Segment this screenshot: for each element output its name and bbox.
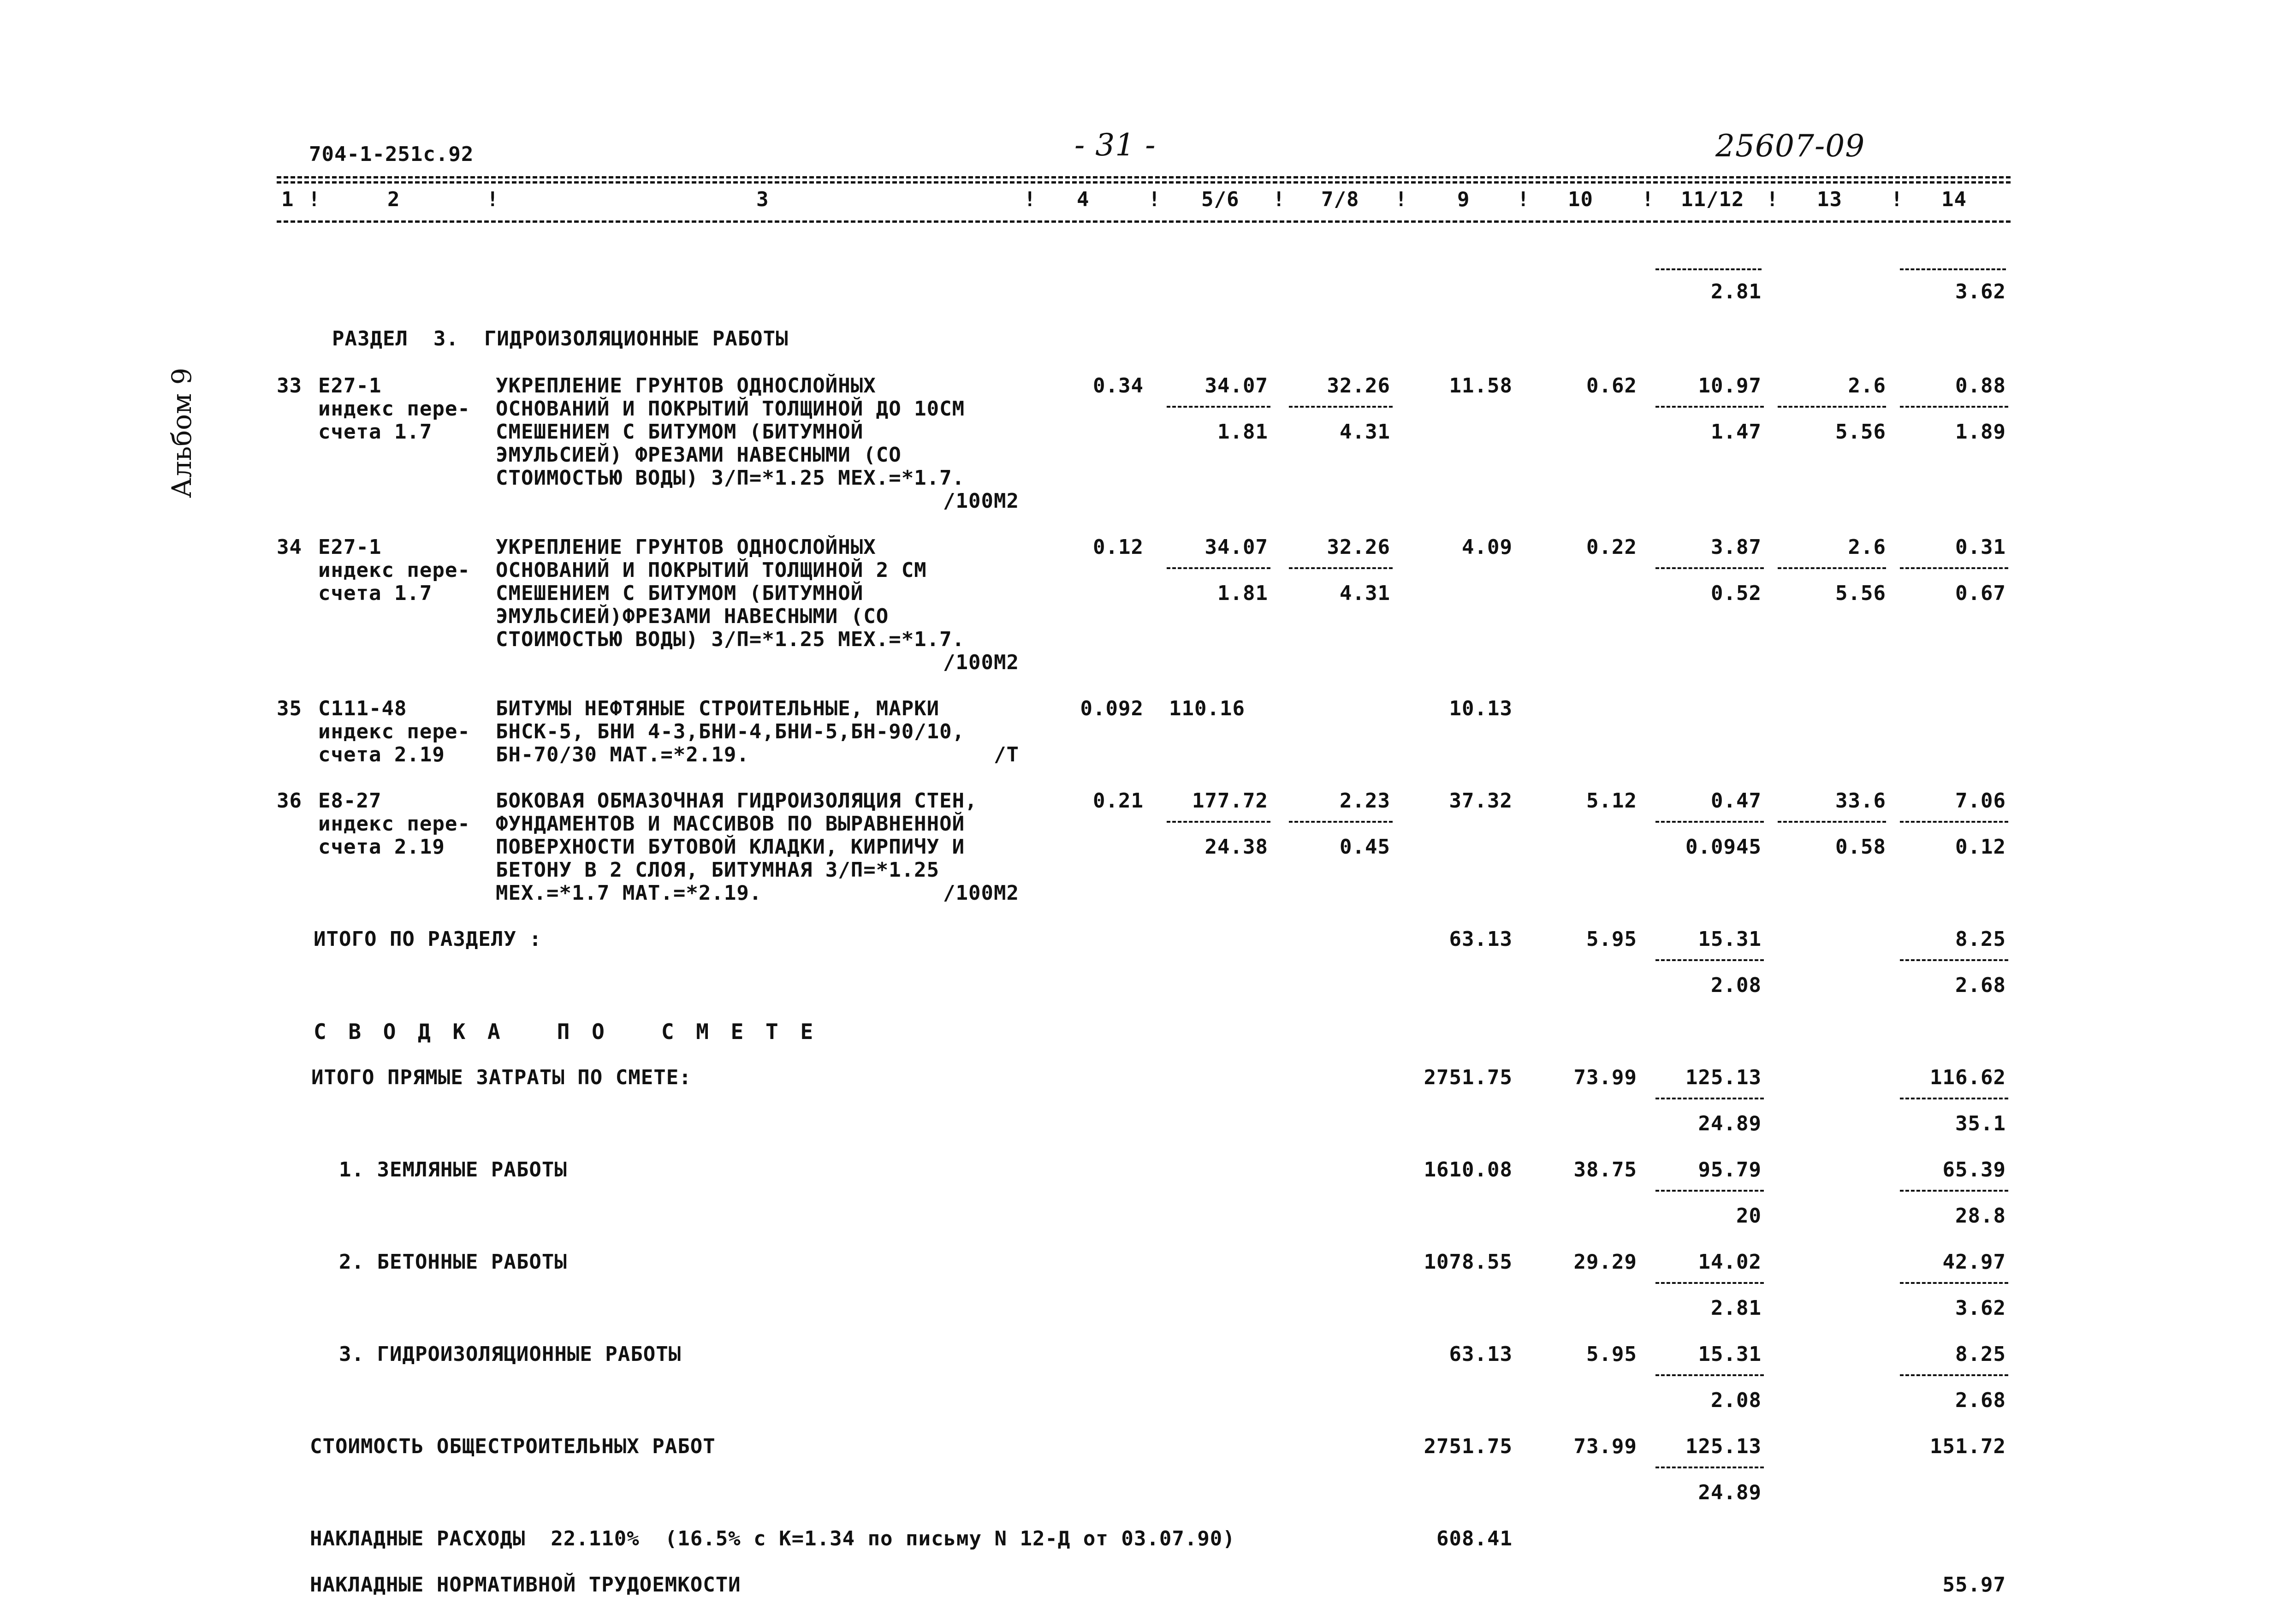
cell-underline xyxy=(1289,567,1393,569)
cell-10: 38.75 xyxy=(1573,1158,1637,1182)
row-desc-line: БНСК-5, БНИ 4-3,БНИ-4,БНИ-5,БН-90/10, xyxy=(496,720,965,743)
cell-9: 1078.55 xyxy=(1424,1250,1513,1274)
page-number: - 31 - xyxy=(1074,127,1156,163)
cell-7: 32.26 xyxy=(1327,535,1390,559)
cell-14: 116.62 xyxy=(1930,1066,2006,1089)
summary-label: 1. ЗЕМЛЯНЫЕ РАБОТЫ xyxy=(339,1158,567,1182)
cell-underline xyxy=(1778,406,1886,408)
summary-label: ИТОГО ПРЯМЫЕ ЗАТРАТЫ ПО СМЕТЕ: xyxy=(311,1066,692,1089)
cell-13b: 0.58 xyxy=(1835,835,1886,859)
cell-9: 11.58 xyxy=(1449,374,1513,398)
cell-11: 15.31 xyxy=(1698,1342,1762,1366)
cell-underline xyxy=(1900,1282,2008,1284)
row-desc-line: СМЕШЕНИЕМ С БИТУМОМ (БИТУМНОЙ xyxy=(496,420,864,444)
doc-code: 704-1-251c.92 xyxy=(309,143,474,166)
cell-14: 0.31 xyxy=(1955,535,2006,559)
cell-5: 110.16 xyxy=(1169,697,1245,720)
cell-11: 14.02 xyxy=(1698,1250,1762,1274)
col-sep: ! xyxy=(1024,188,1037,211)
cell-underline xyxy=(1900,1190,2008,1192)
cell-underline xyxy=(1900,959,2008,961)
cell-5: 34.07 xyxy=(1204,535,1268,559)
cell-10: 5.12 xyxy=(1586,789,1637,813)
cell-underline xyxy=(1289,821,1393,823)
cell-underline xyxy=(1167,821,1270,823)
cell-13b: 5.56 xyxy=(1835,582,1886,605)
col-sep: ! xyxy=(1273,188,1286,211)
cell-underline xyxy=(1778,567,1886,569)
cell-10: 0.22 xyxy=(1586,535,1637,559)
doc-number: 25607-09 xyxy=(1715,128,1865,164)
row-index-label: индекс пере- xyxy=(318,812,470,836)
cell-14b: 1.89 xyxy=(1955,420,2006,444)
carry-value-12: 2.81 xyxy=(1711,280,1762,303)
cell-11: 95.79 xyxy=(1698,1158,1762,1182)
cell-10: 73.99 xyxy=(1573,1435,1637,1458)
cell-7: 32.26 xyxy=(1327,374,1390,398)
cell-underline xyxy=(1655,821,1764,823)
row-index-value: счета 2.19 xyxy=(318,743,445,766)
row-number: 34 xyxy=(277,535,302,559)
row-unit: /100М2 xyxy=(943,651,1019,674)
cell-9: 63.13 xyxy=(1449,1342,1513,1366)
row-unit: /Т xyxy=(994,743,1019,766)
row-number: 33 xyxy=(277,374,302,398)
row-index-value: счета 2.19 xyxy=(318,835,445,859)
cell-12: 0.52 xyxy=(1711,582,1762,605)
row-desc-line: ПОВЕРХНОСТИ БУТОВОЙ КЛАДКИ, КИРПИЧУ И xyxy=(496,835,965,859)
summary-label: СТОИМОСТЬ ОБЩЕСТРОИТЕЛЬНЫХ РАБОТ xyxy=(310,1435,716,1458)
cell-8: 4.31 xyxy=(1340,420,1390,444)
cell-14b: 28.8 xyxy=(1955,1204,2006,1228)
album-label: Альбом 9 xyxy=(166,368,197,498)
cell-14b: 0.12 xyxy=(1955,835,2006,859)
col-5-6: 5/6 xyxy=(1201,188,1240,211)
cell-12: 2.08 xyxy=(1711,974,1762,997)
cell-5: 177.72 xyxy=(1192,789,1268,813)
cell-9: 2751.75 xyxy=(1424,1435,1513,1458)
cell-14b: 3.62 xyxy=(1955,1296,2006,1320)
cell-11: 15.31 xyxy=(1698,927,1762,951)
col-14: 14 xyxy=(1941,188,1967,211)
col-sep: ! xyxy=(1642,188,1655,211)
cell-14: 8.25 xyxy=(1955,927,2006,951)
row-desc-line: МЕХ.=*1.7 МАТ.=*2.19. xyxy=(496,881,762,905)
row-code: Е8-27 xyxy=(318,789,382,813)
row-desc-line: УКРЕПЛЕНИЕ ГРУНТОВ ОДНОСЛОЙНЫХ xyxy=(496,535,876,559)
col-11-12: 11/12 xyxy=(1681,188,1744,211)
row-desc-line: СТОИМОСТЬЮ ВОДЫ) З/П=*1.25 МЕХ.=*1.7. xyxy=(496,628,965,651)
col-sep: ! xyxy=(1891,188,1904,211)
row-code: С111-48 xyxy=(318,697,407,720)
row-desc-line: БОКОВАЯ ОБМАЗОЧНАЯ ГИДРОИЗОЛЯЦИЯ СТЕН, xyxy=(496,789,978,813)
cell-10: 73.99 xyxy=(1573,1066,1637,1089)
cell-13: 2.6 xyxy=(1848,374,1886,398)
col-1: 1 xyxy=(281,188,294,211)
cell-14: 0.88 xyxy=(1955,374,2006,398)
cell-underline xyxy=(1900,1098,2008,1099)
cell-12: 24.89 xyxy=(1698,1112,1762,1135)
section-title: РАЗДЕЛ 3. ГИДРОИЗОЛЯЦИОННЫЕ РАБОТЫ xyxy=(332,327,789,350)
carry-value-14: 3.62 xyxy=(1955,280,2006,303)
cell-14b: 0.67 xyxy=(1955,582,2006,605)
row-index-value: счета 1.7 xyxy=(318,420,433,444)
cell-underline xyxy=(1900,1374,2008,1376)
row-desc-line: ЭМУЛЬСИЕЙ)ФРЕЗАМИ НАВЕСНЫМИ (СО xyxy=(496,605,889,628)
col-sep: ! xyxy=(308,188,321,211)
cell-12: 1.47 xyxy=(1711,420,1762,444)
col-sep: ! xyxy=(1766,188,1779,211)
cell-9: 2751.75 xyxy=(1424,1066,1513,1089)
cell-underline xyxy=(1900,406,2008,408)
row-desc-line: УКРЕПЛЕНИЕ ГРУНТОВ ОДНОСЛОЙНЫХ xyxy=(496,374,876,398)
cell-14b: 2.68 xyxy=(1955,974,2006,997)
cell-14: 55.97 xyxy=(1942,1573,2006,1597)
cell-9: 63.13 xyxy=(1449,927,1513,951)
row-number: 35 xyxy=(277,697,302,720)
cell-13b: 5.56 xyxy=(1835,420,1886,444)
row-desc-line: ФУНДАМЕНТОВ И МАССИВОВ ПО ВЫРАВНЕННОЙ xyxy=(496,812,965,836)
cell-14: 8.25 xyxy=(1955,1342,2006,1366)
cell-11: 125.13 xyxy=(1685,1435,1762,1458)
col-7-8: 7/8 xyxy=(1321,188,1359,211)
cell-underline xyxy=(1655,1190,1764,1192)
cell-14: 151.72 xyxy=(1930,1435,2006,1458)
row-code: Е27-1 xyxy=(318,374,382,398)
cell-11: 3.87 xyxy=(1711,535,1762,559)
row-index-label: индекс пере- xyxy=(318,558,470,582)
row-index-label: индекс пере- xyxy=(318,397,470,421)
row-desc-line: СМЕШЕНИЕМ С БИТУМОМ (БИТУМНОЙ xyxy=(496,582,864,605)
cell-underline xyxy=(1655,1098,1764,1099)
cell-9: 37.32 xyxy=(1449,789,1513,813)
cell-6: 1.81 xyxy=(1217,420,1268,444)
cell-10: 29.29 xyxy=(1573,1250,1637,1274)
cell-14: 65.39 xyxy=(1942,1158,2006,1182)
cell-5: 34.07 xyxy=(1204,374,1268,398)
row-desc-line: СТОИМОСТЬЮ ВОДЫ) З/П=*1.25 МЕХ.=*1.7. xyxy=(496,466,965,490)
header-rule-mid xyxy=(277,181,2011,184)
cell-12: 24.89 xyxy=(1698,1481,1762,1504)
row-desc-line: ЭМУЛЬСИЕЙ) ФРЕЗАМИ НАВЕСНЫМИ (СО xyxy=(496,443,902,467)
cell-underline xyxy=(1655,1374,1764,1376)
cell-10: 5.95 xyxy=(1586,927,1637,951)
cell-13: 33.6 xyxy=(1835,789,1886,813)
carry-underline-14 xyxy=(1900,268,2006,270)
row-index-value: счета 1.7 xyxy=(318,582,433,605)
cell-10: 5.95 xyxy=(1586,1342,1637,1366)
col-sep: ! xyxy=(1395,188,1408,211)
cell-4: 0.21 xyxy=(1093,789,1144,813)
cell-9: 608.41 xyxy=(1436,1527,1513,1550)
row-index-label: индекс пере- xyxy=(318,720,470,743)
row-desc-line: ОСНОВАНИЙ И ПОКРЫТИЙ ТОЛЩИНОЙ ДО 10СМ xyxy=(496,397,965,421)
carry-underline-11 xyxy=(1655,268,1762,270)
cell-13: 2.6 xyxy=(1848,535,1886,559)
cell-12: 2.08 xyxy=(1711,1389,1762,1412)
cell-underline xyxy=(1167,567,1270,569)
cell-14: 7.06 xyxy=(1955,789,2006,813)
cell-12: 2.81 xyxy=(1711,1296,1762,1320)
col-10: 10 xyxy=(1568,188,1593,211)
cell-9: 1610.08 xyxy=(1424,1158,1513,1182)
cell-11: 10.97 xyxy=(1698,374,1762,398)
cell-12: 20 xyxy=(1736,1204,1762,1228)
summary-label: 2. БЕТОННЫЕ РАБОТЫ xyxy=(339,1250,567,1274)
header-rule-bottom xyxy=(277,220,2011,223)
header-rule-top xyxy=(277,176,2011,178)
col-13: 13 xyxy=(1817,188,1842,211)
cell-12: 0.0945 xyxy=(1685,835,1762,859)
cell-14b: 2.68 xyxy=(1955,1389,2006,1412)
summary-label: 3. ГИДРОИЗОЛЯЦИОННЫЕ РАБОТЫ xyxy=(339,1342,682,1366)
cell-4: 0.092 xyxy=(1080,697,1144,720)
cell-underline xyxy=(1778,821,1886,823)
col-sep: ! xyxy=(486,188,499,211)
cell-6: 1.81 xyxy=(1217,582,1268,605)
col-3: 3 xyxy=(756,188,769,211)
cell-underline xyxy=(1655,1467,1764,1468)
row-desc-line: ОСНОВАНИЙ И ПОКРЫТИЙ ТОЛЩИНОЙ 2 СМ xyxy=(496,558,927,582)
summary-title: С В О Д К А П О С М Е Т Е xyxy=(314,1019,818,1044)
col-9: 9 xyxy=(1457,188,1470,211)
row-number: 36 xyxy=(277,789,302,813)
cell-8: 4.31 xyxy=(1340,582,1390,605)
cell-7: 2.23 xyxy=(1340,789,1390,813)
cell-9: 4.09 xyxy=(1462,535,1513,559)
cell-underline xyxy=(1289,406,1393,408)
cell-11: 0.47 xyxy=(1711,789,1762,813)
section-total-label: ИТОГО ПО РАЗДЕЛУ : xyxy=(314,927,542,951)
cell-14: 42.97 xyxy=(1942,1250,2006,1274)
col-2: 2 xyxy=(387,188,400,211)
cell-4: 0.12 xyxy=(1093,535,1144,559)
cell-underline xyxy=(1655,406,1764,408)
labor-label: НАКЛАДНЫЕ НОРМАТИВНОЙ ТРУДОЕМКОСТИ xyxy=(310,1573,741,1597)
col-sep: ! xyxy=(1517,188,1530,211)
cell-underline xyxy=(1900,567,2008,569)
cell-6: 24.38 xyxy=(1204,835,1268,859)
row-unit: /100М2 xyxy=(943,881,1019,905)
col-sep: ! xyxy=(1148,188,1161,211)
cell-9: 10.13 xyxy=(1449,697,1513,720)
row-desc-line: БН-70/30 МАТ.=*2.19. xyxy=(496,743,749,766)
cell-underline xyxy=(1655,1282,1764,1284)
overhead-label: НАКЛАДНЫЕ РАСХОДЫ 22.110% (16.5% с К=1.34 по письму N 12-Д от 03.07.90) xyxy=(310,1527,1235,1550)
cell-10: 0.62 xyxy=(1586,374,1637,398)
cell-underline xyxy=(1167,406,1270,408)
row-desc-line: БЕТОНУ В 2 СЛОЯ, БИТУМНАЯ З/П=*1.25 xyxy=(496,858,940,882)
cell-8: 0.45 xyxy=(1340,835,1390,859)
cell-14b: 35.1 xyxy=(1955,1112,2006,1135)
cell-11: 125.13 xyxy=(1685,1066,1762,1089)
cell-4: 0.34 xyxy=(1093,374,1144,398)
cell-underline xyxy=(1900,821,2008,823)
row-desc-line: БИТУМЫ НЕФТЯНЫЕ СТРОИТЕЛЬНЫЕ, МАРКИ xyxy=(496,697,940,720)
row-unit: /100М2 xyxy=(943,489,1019,513)
col-4: 4 xyxy=(1077,188,1090,211)
cell-underline xyxy=(1655,567,1764,569)
row-code: Е27-1 xyxy=(318,535,382,559)
cell-underline xyxy=(1655,959,1764,961)
